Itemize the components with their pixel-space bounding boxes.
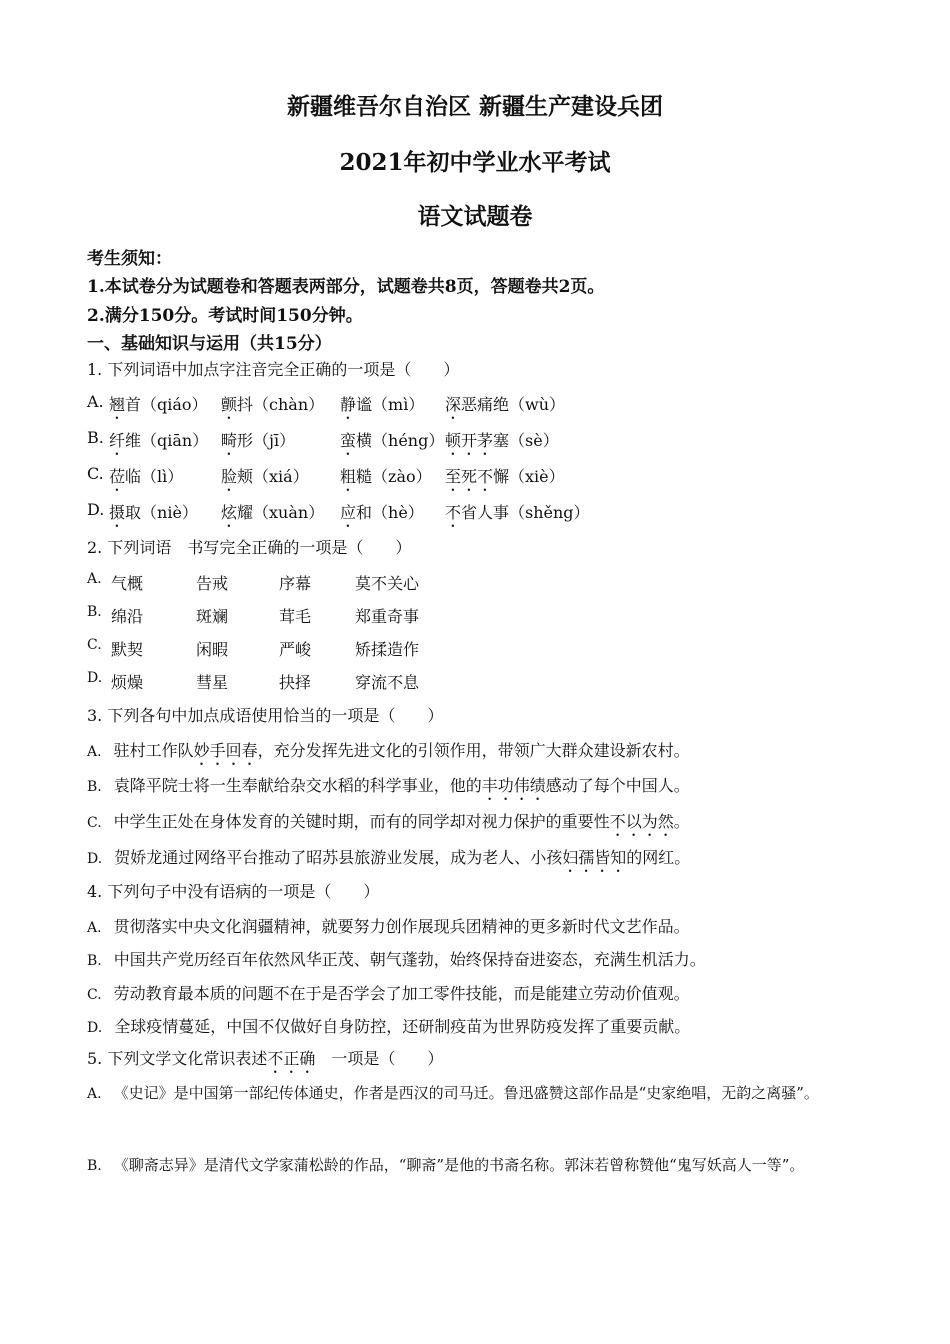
option-label: C.	[87, 987, 102, 1003]
dotted-idiom: 妇孺皆知	[562, 848, 627, 867]
dotted-char: 不	[445, 503, 462, 522]
option-word: 穿流不息	[355, 673, 420, 692]
dotted-char: 静	[340, 395, 357, 414]
option-label: C.	[87, 815, 102, 831]
option-pinyin: 临（lì）	[125, 467, 184, 486]
option-text: 袁降平院士将一生奉献给杂交水稻的科学事业，他的	[113, 776, 482, 795]
option-label: B.	[87, 604, 102, 620]
option-pinyin: 形（jī）	[237, 431, 296, 450]
dotted-char: 畸	[221, 431, 238, 450]
option-row	[87, 738, 690, 769]
option-word	[221, 392, 324, 423]
notice-heading: 考生须知：	[87, 249, 172, 269]
option-text: 《史记》是中国第一部纪传体通史，作者是西汉的司马迁。鲁迅盛赞这部作品是“史家绝唱，无韵之离骚”。	[113, 1084, 819, 1102]
option-word: 郑重奇事	[355, 607, 420, 626]
option-text: 贯彻落实中央文化润疆精神，就要努力创作展现兵团精神的更多新时代文艺作品。	[113, 917, 690, 936]
option-label: A.	[87, 571, 102, 587]
dotted-char: 粗	[340, 467, 357, 486]
q1-stem: 1. 下列词语中加点字注音完全正确的一项是（ ）	[87, 360, 460, 379]
option-paragraph	[87, 1075, 857, 1112]
dotted-char: 脸	[221, 467, 238, 486]
option-pinyin: 谧（mì）	[356, 395, 425, 414]
option-label: D.	[87, 670, 103, 686]
option-word: 彗星	[196, 673, 229, 692]
title-region: 新疆维吾尔自治区 新疆生产建设兵团	[286, 93, 663, 120]
option-row	[87, 914, 690, 937]
option-word	[340, 464, 432, 495]
dotted-char: 蛮	[340, 431, 357, 450]
option-word	[109, 500, 198, 531]
q5-stem	[87, 1046, 443, 1077]
option-word	[221, 464, 309, 495]
q4-stem: 4. 下列句子中没有语病的一项是（ ）	[87, 882, 380, 901]
option-pinyin: 懈（xiè）	[493, 467, 565, 486]
option-label: B.	[87, 953, 102, 969]
option-text: 中学生正处在身体发育的关键时期，而有的同学却对视力保护的重要性	[113, 812, 610, 831]
option-word: 绵沿	[111, 607, 144, 626]
dotted-idiom: 不以为然	[609, 812, 674, 831]
option-word	[340, 500, 424, 531]
notice-item-2: 2.满分150分。考试时间150分钟。	[87, 306, 363, 326]
option-word	[340, 392, 424, 423]
option-row	[87, 809, 690, 840]
option-pinyin: 维（qiān）	[125, 431, 209, 450]
option-pinyin: 取（niè）	[125, 503, 198, 522]
option-text: 的网红。	[626, 848, 691, 867]
option-label: C.	[87, 464, 104, 483]
q2-stem: 2. 下列词语 书写完全正确的一项是（ ）	[87, 538, 412, 557]
option-word	[445, 500, 590, 531]
option-text: 全球疫情蔓延，中国不仅做好自身防控，还研制疫苗为世界防疫发挥了重要贡献。	[114, 1017, 691, 1036]
option-word	[221, 428, 295, 459]
option-label: D.	[87, 851, 103, 867]
option-word: 矫揉造作	[355, 640, 420, 659]
dotted-char: 深	[445, 395, 462, 414]
option-text: ，充分发挥先进文化的引领作用，带领广大群众建设新农村。	[257, 741, 690, 760]
option-label: D.	[87, 500, 105, 519]
title-exam: 2021年初中学业水平考试	[339, 149, 611, 176]
option-word	[340, 428, 444, 459]
option-pinyin: 和（hè）	[356, 503, 424, 522]
option-word	[109, 464, 183, 495]
option-row	[87, 773, 690, 804]
option-pinyin: 糙（zào）	[356, 467, 432, 486]
option-pinyin: 横（héng）	[356, 431, 445, 450]
option-text: 中国共产党历经百年依然风华正茂、朝气蓬勃，始终保持奋进姿态，充满生机活力。	[113, 950, 706, 969]
dotted-char: 颤	[221, 395, 238, 414]
option-label: D.	[87, 1020, 103, 1036]
option-label: B.	[87, 428, 104, 447]
option-label: C.	[87, 637, 102, 653]
q5-stem-dotted: 不正确	[267, 1049, 316, 1068]
dotted-idiom: 丰功伟绩	[481, 776, 546, 795]
option-paragraph	[87, 1147, 857, 1184]
option-word: 严峻	[279, 640, 312, 659]
dotted-char: 炫	[221, 503, 238, 522]
option-word: 告戒	[196, 574, 229, 593]
option-word: 烦燥	[111, 673, 144, 692]
option-word	[221, 500, 324, 531]
dotted-char: 纤	[109, 431, 126, 450]
option-text: 驻村工作队	[113, 741, 194, 760]
option-word	[445, 392, 565, 423]
option-text: 《聊斋志异》是清代文学家蒲松龄的作品，“聊斋”是他的书斋名称。郭沫若曾称赞他“鬼写妖高人一等”。	[113, 1156, 805, 1174]
option-pinyin: 塞（sè）	[493, 431, 559, 450]
notice-item-1: 1.本试卷分为试题卷和答题表两部分，试题卷共8页，答题卷共2页。	[87, 277, 605, 297]
q5-stem-pre: 5. 下列文学文化常识表述	[87, 1049, 268, 1068]
section-heading: 一、基础知识与运用（共15分）	[87, 334, 332, 354]
option-word	[109, 392, 208, 423]
option-label: A.	[87, 392, 104, 411]
option-label: B.	[87, 779, 102, 795]
option-text: 贺娇龙通过网络平台推动了昭苏县旅游业发展，成为老人、小孩	[114, 848, 563, 867]
option-word: 气概	[111, 574, 144, 593]
dotted-char: 应	[340, 503, 357, 522]
option-row	[87, 845, 690, 876]
option-word: 序幕	[279, 574, 312, 593]
q3-stem: 3. 下列各句中加点成语使用恰当的一项是（ ）	[87, 706, 444, 725]
option-word: 茸毛	[279, 607, 312, 626]
option-text: 劳动教育最本质的问题不在于是否学会了加工零件技能，而是能建立劳动价值观。	[113, 984, 690, 1003]
option-row	[87, 1014, 690, 1037]
option-pinyin: 颊（xiá）	[237, 467, 309, 486]
option-word: 默契	[111, 640, 144, 659]
option-pinyin: 恶痛绝（wù）	[461, 395, 566, 414]
option-text: 感动了每个中国人。	[545, 776, 690, 795]
option-label: A.	[87, 744, 102, 760]
option-row	[87, 981, 690, 1004]
option-label: A.	[87, 1086, 102, 1102]
option-pinyin: 耀（xuàn）	[237, 503, 325, 522]
option-word	[109, 428, 208, 459]
option-word	[445, 464, 565, 495]
option-word: 抉择	[279, 673, 312, 692]
option-label: B.	[87, 1158, 102, 1174]
dotted-char: 翘	[109, 395, 126, 414]
dotted-char: 顿开茅	[445, 431, 494, 450]
option-pinyin: 省人事（shěng）	[461, 503, 590, 522]
option-word: 斑斓	[196, 607, 229, 626]
dotted-char: 至死不	[445, 467, 494, 486]
dotted-idiom: 妙手回春	[193, 741, 258, 760]
q5-stem-post: 一项是（ ）	[315, 1049, 444, 1068]
dotted-char: 莅	[109, 467, 126, 486]
option-word: 闲暇	[196, 640, 229, 659]
option-label: A.	[87, 920, 102, 936]
option-pinyin: 首（qiáo）	[125, 395, 208, 414]
dotted-char: 摄	[109, 503, 126, 522]
option-row	[87, 947, 706, 970]
option-word	[445, 428, 559, 459]
option-word: 莫不关心	[355, 574, 420, 593]
option-text: 。	[673, 812, 690, 831]
option-pinyin: 抖（chàn）	[237, 395, 325, 414]
title-subject: 语文试题卷	[417, 203, 533, 230]
